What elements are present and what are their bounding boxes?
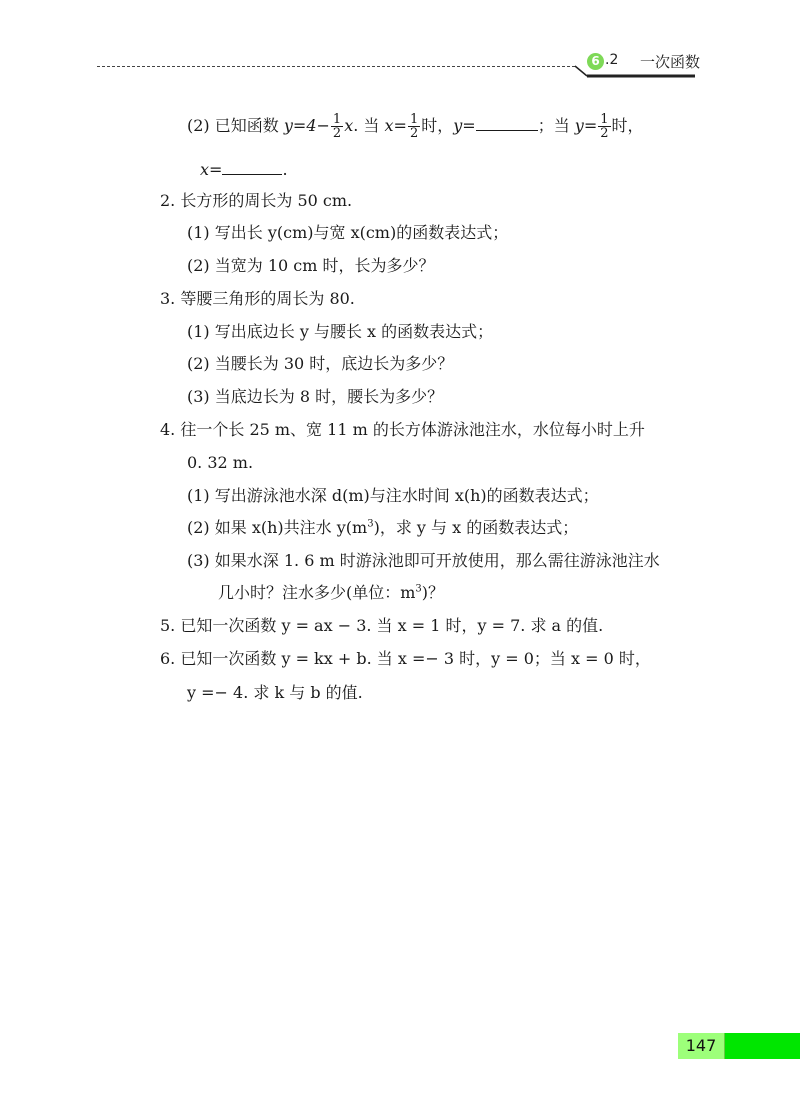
problem-5: 5. 已知一次函数 y = ax − 3. 当 x = 1 时，y = 7. 求 a 的值. bbox=[160, 616, 604, 635]
problem-3-part-1: (1) 写出底边长 y 与腰长 x 的函数表达式； bbox=[187, 322, 494, 341]
problem-6-line-1: 6. 已知一次函数 y = kx + b. 当 x =− 3 时，y = 0；当 x = 0 时， bbox=[160, 649, 651, 668]
problem-3-stem: 3. 等腰三角形的周长为 80. bbox=[160, 289, 355, 308]
problem-4-stem-line-1: 4. 往一个长 25 m、宽 11 m 的长方体游泳池注水，水位每小时上升 bbox=[160, 420, 645, 439]
problem-4-stem-line-2: 0. 32 m. bbox=[187, 453, 254, 472]
section-number-badge: 6 bbox=[587, 53, 604, 70]
problem-3-part-3: (3) 当底边长为 8 时，腰长为多少？ bbox=[187, 387, 444, 406]
problem-3-part-2: (2) 当腰长为 30 时，底边长为多少？ bbox=[187, 354, 454, 373]
problem-4-part-3-line-2: 几小时？注水多少(单位：$m^3$)？ bbox=[218, 583, 445, 602]
page-number: 147 bbox=[678, 1033, 725, 1059]
fraction-one-half: $\frac{1}{2}$ bbox=[332, 112, 342, 141]
problem-6-line-2: y =− 4. 求 k 与 b 的值. bbox=[187, 683, 363, 702]
header-dashed-rule bbox=[97, 66, 575, 67]
problem-1-part-2-line-1: (2) 已知函数 y=4− $\frac{1}{2}$ x. 当 x= $\frac{1}{2}$ 时，y= ；当 y= $\frac{1}{2}$ 时， bbox=[187, 112, 644, 141]
problem-4-part-3-line-1: (3) 如果水深 1. 6 m 时游泳池即可开放使用，那么需往游泳池注水 bbox=[187, 551, 660, 570]
section-number-suffix: .2 bbox=[605, 52, 619, 68]
problem-1-part-2-line-2: x= . bbox=[200, 160, 288, 179]
problem-2-part-2: (2) 当宽为 10 cm 时，长为多少？ bbox=[187, 256, 435, 275]
problem-4-part-2: (2) 如果 x(h)共注水 $y(m^3)$，求 y 与 x 的函数表达式； bbox=[187, 518, 579, 537]
problem-4-part-1: (1) 写出游泳池水深 d(m)与注水时间 x(h)的函数表达式； bbox=[187, 486, 599, 505]
problem-2-part-1: (1) 写出长 y(cm)与宽 x(cm)的函数表达式； bbox=[187, 223, 509, 242]
problem-2-stem: 2. 长方形的周长为 50 cm. bbox=[160, 191, 353, 210]
answer-blank[interactable] bbox=[222, 158, 282, 175]
page-header bbox=[0, 0, 800, 90]
section-title: 一次函数 bbox=[640, 53, 701, 71]
answer-blank[interactable] bbox=[476, 114, 538, 131]
fraction-one-half: $\frac{1}{2}$ bbox=[409, 112, 419, 141]
fraction-one-half: $\frac{1}{2}$ bbox=[600, 112, 609, 141]
